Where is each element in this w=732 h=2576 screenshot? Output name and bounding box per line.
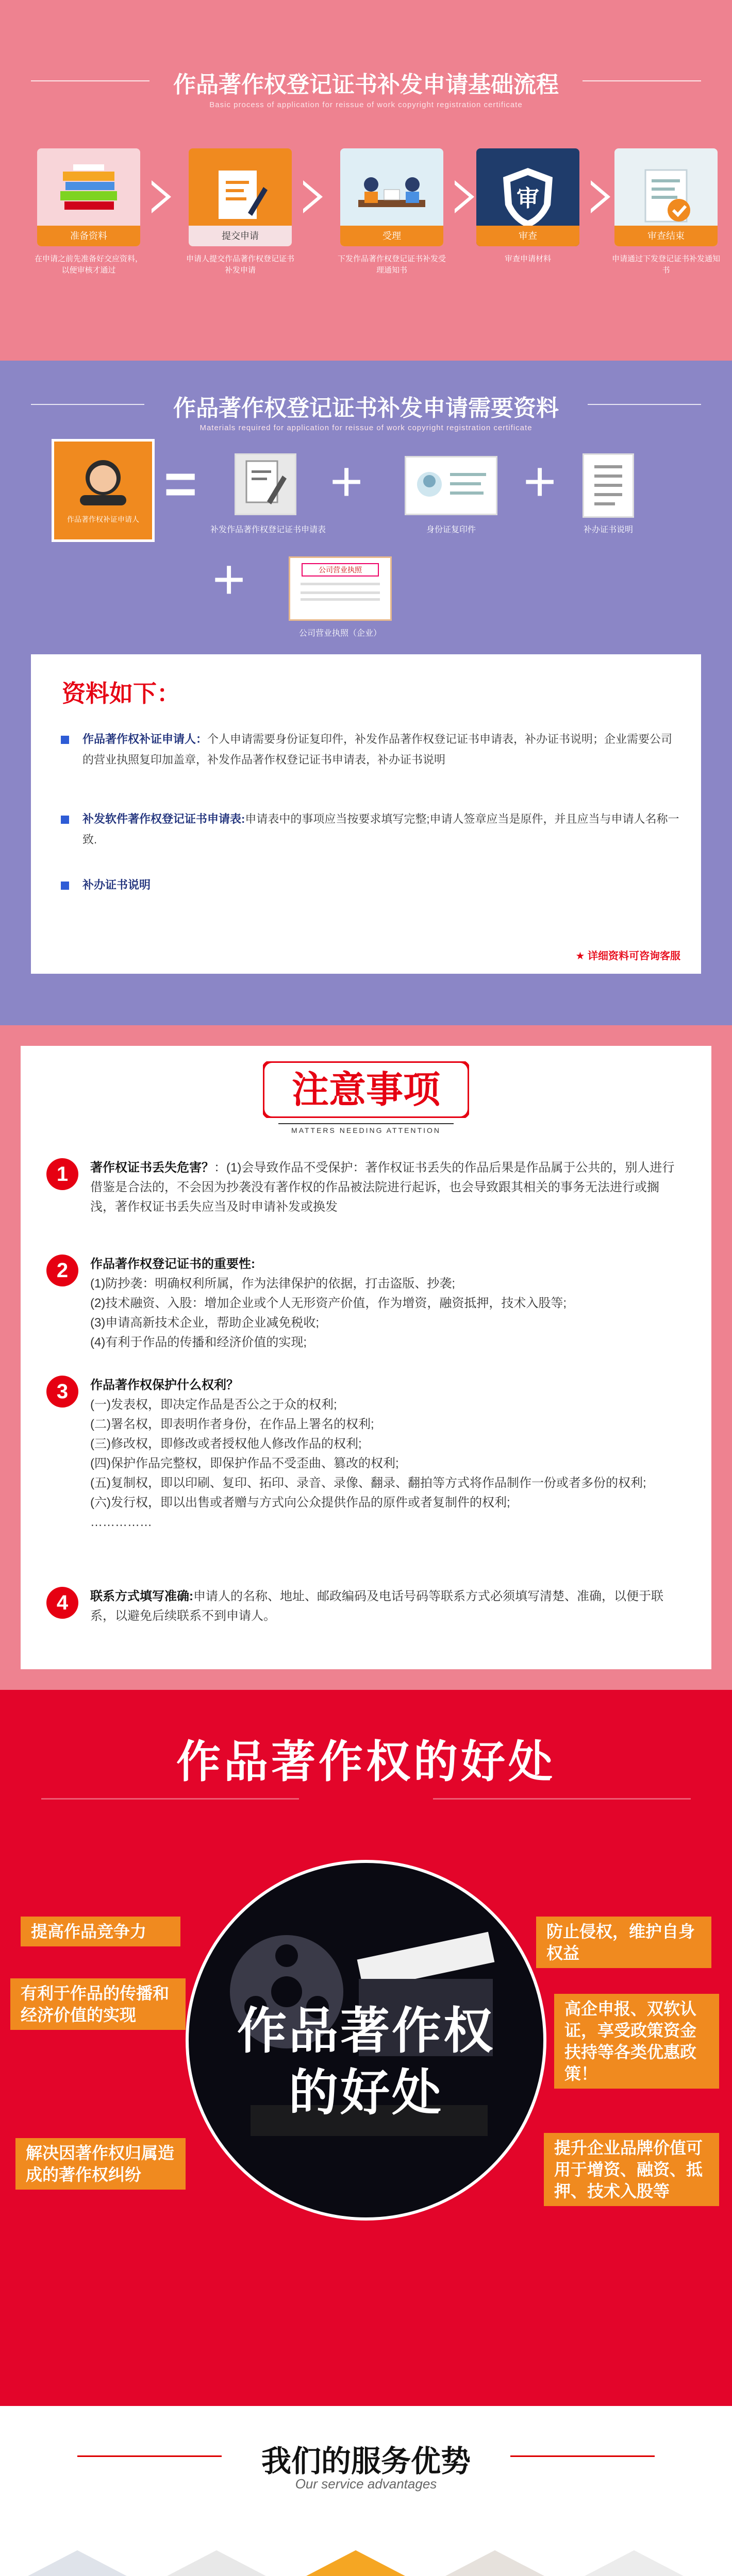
material-item	[82, 809, 680, 850]
center-text-line2: 的好处	[289, 2065, 443, 2121]
laptop-icon	[294, 2550, 418, 2576]
certificate-note-icon	[583, 453, 634, 518]
material-label: 补发作品著作权登记证书申请表	[210, 526, 326, 534]
yen-icon	[155, 2550, 278, 2576]
note-line: (2)技术融资、入股：增加企业或个人无形资产价值，作为增资，融资抵押，技术入股等;	[90, 1296, 567, 1310]
center-text-line1: 作品著作权	[237, 2004, 495, 2059]
business-license-icon	[289, 556, 392, 621]
center-circle	[186, 1860, 546, 2221]
note-line: (三)修改权，即修改或者授权他人修改作品的权利;	[90, 1437, 362, 1451]
applicant-box	[52, 439, 155, 542]
note-head: 作品著作权保护什么权利？	[90, 1378, 239, 1392]
step-card-accept	[340, 148, 443, 246]
step-card-prepare	[37, 148, 140, 246]
material-label: 公司营业执照（企业）	[298, 629, 381, 638]
material-item	[82, 875, 680, 895]
note-head: 作品著作权登记证书的重要性:	[90, 1257, 255, 1271]
process-title: 作品著作权登记证书补发申请基础流程	[173, 72, 559, 97]
note-line: (六)发行权，即以出售或者赠与方式向公众提供作品的原件或者复制件的权利;	[90, 1496, 510, 1510]
agent-icon	[433, 2550, 557, 2576]
notes-subtitle: MATTERS NEEDING ATTENTION	[278, 1123, 454, 1134]
svg-text:审: 审	[517, 185, 539, 212]
materials-subtitle: Materials required for application for reissue of work copyright registration certificate	[199, 423, 533, 432]
note-item	[90, 1255, 678, 1352]
note-line: (4)有利于作品的传播和经济价值的实现;	[90, 1335, 307, 1349]
step-card-review	[476, 148, 579, 246]
arrow-right-icon	[303, 180, 323, 213]
note-head: 著作权证书丢失危害？	[90, 1161, 214, 1175]
handshake-icon	[15, 2550, 139, 2576]
notes-panel	[21, 1046, 711, 1669]
notes-title: 注意事项	[291, 1068, 441, 1111]
arrow-right-icon	[152, 180, 171, 213]
step-desc: 申请人提交作品著作权登记证书补发申请	[186, 255, 295, 275]
note-line: (五)复制权，即以印刷、复印、拓印、录音、录像、翻录、翻拍等方式将作品制作一份或者多份的权利;	[90, 1476, 646, 1490]
note-line: (二)署名权，即表明作者身份，在作品上署名的权利;	[90, 1417, 374, 1431]
plus-sign: +	[330, 450, 363, 513]
step-desc: 在申请之前先准备好交应资料，以便审核才通过	[35, 255, 143, 275]
materials-list-title: 资料如下：	[62, 680, 180, 707]
divider	[433, 1798, 691, 1800]
arrow-right-icon	[455, 180, 474, 213]
material-item-text: 申请表中的事项应当按要求填写完整;申请人签章应当是原件，并且应当与申请人名称一致.	[82, 812, 679, 846]
step-label: 审查结束	[614, 226, 718, 246]
services-section	[0, 2406, 732, 2576]
consult-link[interactable]	[576, 947, 681, 962]
materials-title: 作品著作权登记证书补发申请需要资料	[173, 396, 559, 421]
step-desc: 下发作品著作权登记证书补发受理通知书	[338, 255, 446, 275]
note-item	[90, 1587, 678, 1626]
note-item	[90, 1376, 678, 1532]
materials-list-panel	[31, 654, 701, 974]
material-label: 补办证书说明	[583, 526, 633, 534]
benefits-section	[0, 1690, 732, 2406]
equals-sign: =	[164, 452, 197, 516]
note-line: (3)申请高新技术企业，帮助企业减免税收;	[90, 1316, 319, 1330]
note-number-badge: 3	[46, 1376, 78, 1408]
services-subtitle: Our service advantages	[295, 2476, 437, 2492]
process-section	[0, 0, 732, 361]
note-number-badge: 4	[46, 1587, 78, 1619]
applicant-label: 作品著作权补证申请人	[67, 515, 139, 523]
note-line: (1)防抄袭：明确权利所属，作为法律保护的依据，打击盗版、抄袭;	[90, 1277, 455, 1291]
step-label: 受理	[340, 226, 443, 246]
notes-section	[0, 1025, 732, 1690]
note-line: (四)保护作品完整权，即保护作品不受歪曲、篡改的权利;	[90, 1456, 399, 1470]
material-item	[82, 729, 680, 770]
materials-section	[0, 361, 732, 1025]
services-title: 我们的服务优势	[261, 2445, 471, 2478]
arrow-right-icon	[591, 180, 610, 213]
process-subtitle: Basic process of application for reissue of work copyright registration certificate	[209, 100, 523, 109]
material-label: 身份证复印件	[426, 526, 476, 534]
note-head: 联系方式填写准确:	[90, 1589, 193, 1603]
note-line: 申请人的名称、地址、邮政编码及电话号码等联系方式必须填写清楚、准确，以便于联系，以避免后续联系不到申请人。	[90, 1589, 663, 1623]
notes-banner	[263, 1061, 469, 1118]
benefit-tag-right: 高企申报、双软认证，享受政策资金扶持等各类优惠政策！	[554, 1994, 719, 2089]
note-line: (一)发表权，即决定作品是否公之于众的权利;	[90, 1398, 337, 1412]
divider	[41, 1798, 299, 1800]
step-label: 提交申请	[189, 226, 292, 246]
benefit-tag-left: 解决因著作权归属造成的著作权纠纷	[15, 2138, 186, 2190]
benefit-tag-left: 有利于作品的传播和经济价值的实现	[10, 1978, 186, 2030]
consult-text: 详细资料可咨询客服	[588, 951, 680, 962]
license-card-text: 公司营业执照	[302, 563, 379, 577]
star-icon: ★	[575, 951, 588, 962]
note-item	[90, 1158, 678, 1217]
note-number-badge: 2	[46, 1255, 78, 1286]
user-icon	[54, 442, 152, 539]
note-line: ……………	[90, 1515, 152, 1529]
plus-sign: +	[523, 450, 557, 513]
benefits-title: 作品著作权的好处	[176, 1737, 556, 1787]
id-card-icon	[405, 456, 497, 515]
24h-service-icon	[572, 2550, 696, 2576]
benefit-tag-left: 提高作品竞争力	[21, 1917, 180, 1946]
plus-sign: +	[212, 548, 246, 611]
note-number-badge: 1	[46, 1158, 78, 1190]
material-item-head: 补办证书说明	[82, 878, 151, 891]
step-card-submit	[189, 148, 292, 246]
material-item-text: 个人申请需要身份证复印件，补发作品著作权登记证书申请表，补办证书说明；企业需要公司的营业执照复印加盖章，补发作品著作权登记证书申请表，补办证书说明	[82, 733, 673, 766]
benefit-tag-right: 提升企业品牌价值可用于增资、融资、抵押、技术入股等	[544, 2133, 719, 2206]
step-desc: 审查申请材料	[504, 255, 551, 263]
step-label: 审查	[476, 226, 579, 246]
benefit-tag-right: 防止侵权，维护自身权益	[536, 1917, 711, 1968]
material-item-head: 补发软件著作权登记证书申请表:	[82, 812, 245, 825]
step-desc: 申请通过下发登记证书补发通知书	[612, 255, 721, 275]
note-line: ：(1)会导致作品不受保护：著作权证书丢失的作品后果是作品属于公共的，别人进行借鉴是合法的，不会因为抄袭没有著作权的作品被法院进行起诉，也会导致跟其相关的事务无法进行或搁浅，著作权证书丢失应当及时申请补发或换发	[90, 1161, 675, 1214]
step-label: 准备资料	[37, 226, 140, 246]
application-form-icon	[235, 453, 296, 515]
material-item-head: 作品著作权补证申请人：	[82, 733, 208, 745]
step-card-finish	[614, 148, 718, 246]
